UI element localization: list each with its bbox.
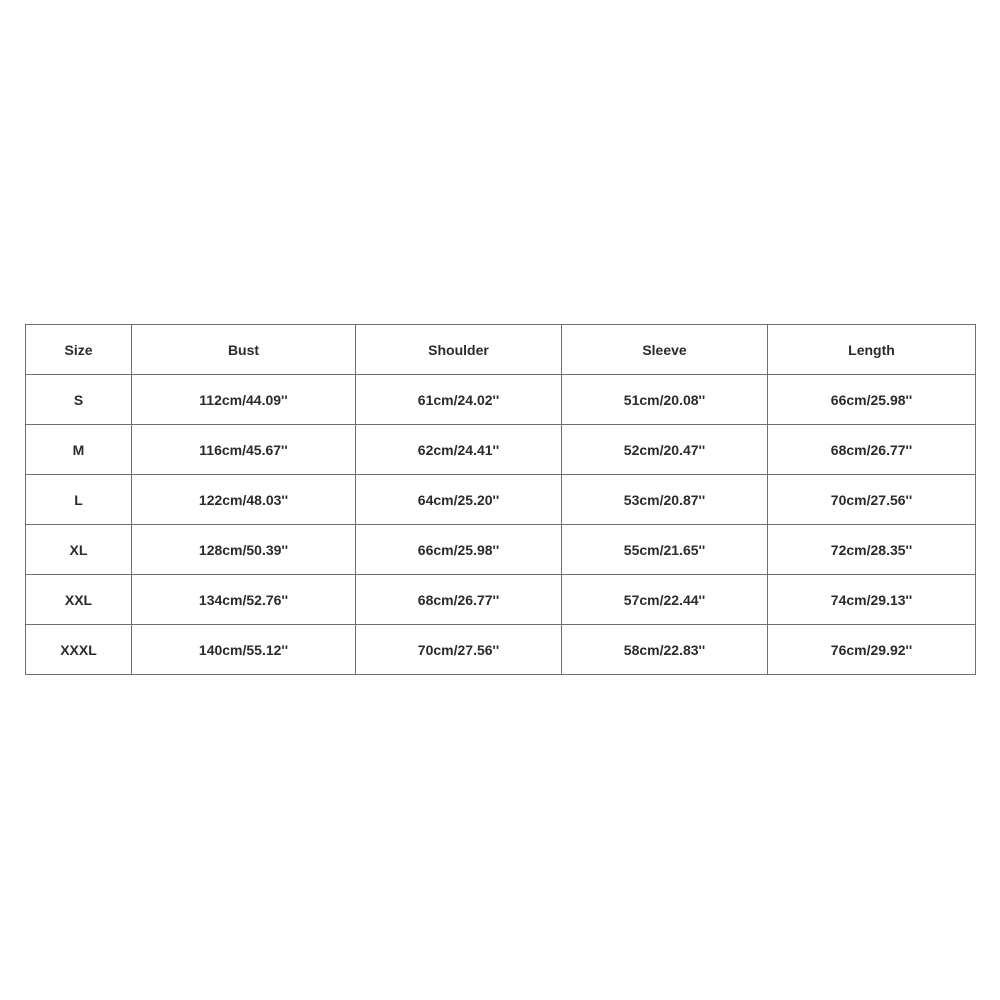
bust-cell: 140cm/55.12'' [132,625,356,675]
table-row [26,525,976,575]
length-cell: 66cm/25.98'' [768,375,976,425]
sleeve-cell: 52cm/20.47'' [562,425,768,475]
length-cell: 68cm/26.77'' [768,425,976,475]
sleeve-cell: 55cm/21.65'' [562,525,768,575]
shoulder-cell: 70cm/27.56'' [356,625,562,675]
shoulder-cell: 61cm/24.02'' [356,375,562,425]
size-cell: XXXL [26,625,132,675]
table-row [26,575,976,625]
size-cell: L [26,475,132,525]
header-bust: Bust [132,325,356,375]
header-sleeve: Sleeve [562,325,768,375]
size-cell: XL [26,525,132,575]
table-row [26,425,976,475]
table-row [26,375,976,425]
length-cell: 72cm/28.35'' [768,525,976,575]
bust-cell: 128cm/50.39'' [132,525,356,575]
sleeve-cell: 58cm/22.83'' [562,625,768,675]
sleeve-cell: 51cm/20.08'' [562,375,768,425]
shoulder-cell: 66cm/25.98'' [356,525,562,575]
size-cell: XXL [26,575,132,625]
sleeve-cell: 53cm/20.87'' [562,475,768,525]
bust-cell: 112cm/44.09'' [132,375,356,425]
size-cell: M [26,425,132,475]
length-cell: 76cm/29.92'' [768,625,976,675]
shoulder-cell: 62cm/24.41'' [356,425,562,475]
sleeve-cell: 57cm/22.44'' [562,575,768,625]
table-row [26,475,976,525]
length-cell: 70cm/27.56'' [768,475,976,525]
table-header [26,325,976,375]
bust-cell: 116cm/45.67'' [132,425,356,475]
size-chart-table [25,324,976,675]
header-length: Length [768,325,976,375]
bust-cell: 122cm/48.03'' [132,475,356,525]
table-row [26,625,976,675]
header-shoulder: Shoulder [356,325,562,375]
header-size: Size [26,325,132,375]
table-body [26,375,976,675]
shoulder-cell: 68cm/26.77'' [356,575,562,625]
length-cell: 74cm/29.13'' [768,575,976,625]
bust-cell: 134cm/52.76'' [132,575,356,625]
header-row [26,325,976,375]
shoulder-cell: 64cm/25.20'' [356,475,562,525]
size-cell: S [26,375,132,425]
